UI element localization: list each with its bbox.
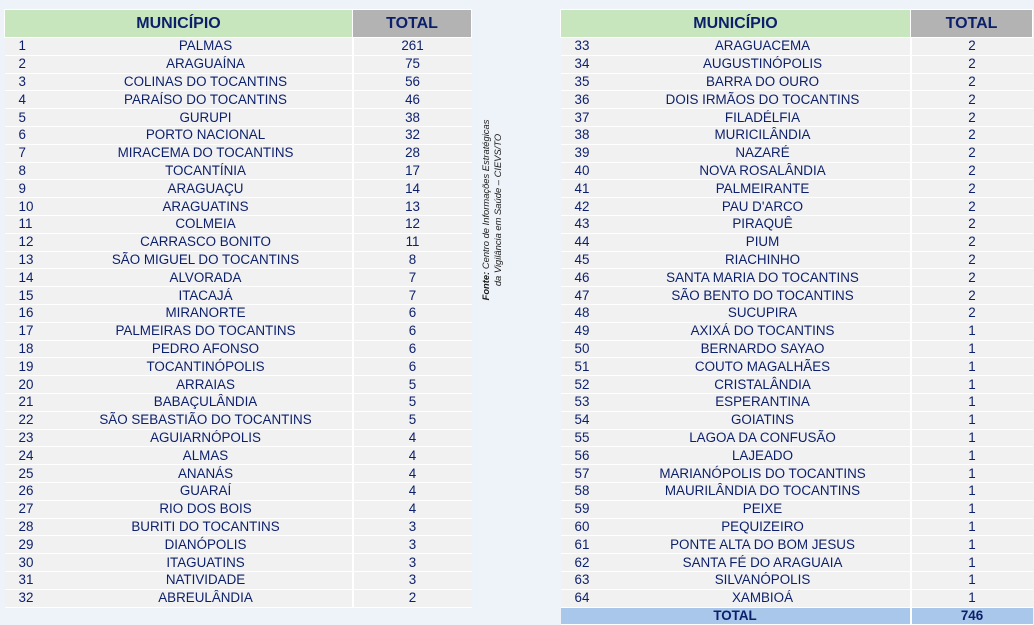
row-total: 2 — [911, 304, 1033, 322]
row-total: 1 — [911, 376, 1033, 394]
row-number: 27 — [5, 500, 60, 518]
row-number: 42 — [561, 198, 616, 216]
table-row — [561, 304, 1033, 322]
source-line1: Centro de Informações Estratégicas — [480, 119, 491, 270]
row-municipio: PALMAS — [60, 38, 353, 56]
row-municipio: SILVANÓPOLIS — [616, 571, 911, 589]
row-total: 2 — [911, 180, 1033, 198]
row-municipio: MIRACEMA DO TOCANTINS — [60, 144, 353, 162]
row-municipio: ARRAIAS — [60, 376, 353, 394]
row-total: 2 — [353, 589, 472, 607]
row-number: 34 — [561, 55, 616, 73]
row-number: 32 — [5, 589, 60, 607]
row-total: 12 — [353, 215, 472, 233]
row-number: 58 — [561, 482, 616, 500]
row-municipio: GUARAÍ — [60, 482, 353, 500]
row-number: 22 — [5, 411, 60, 429]
table-row — [5, 126, 472, 144]
row-total: 38 — [353, 109, 472, 127]
row-total: 7 — [353, 287, 472, 305]
row-municipio: ESPERANTINA — [616, 393, 911, 411]
row-municipio: NOVA ROSALÂNDIA — [616, 162, 911, 180]
grand-total-value: 746 — [911, 607, 1033, 624]
row-total: 2 — [911, 55, 1033, 73]
table-row — [561, 91, 1033, 109]
row-number: 14 — [5, 269, 60, 287]
row-number: 6 — [5, 126, 60, 144]
table-row — [561, 215, 1033, 233]
table-row — [561, 144, 1033, 162]
row-number: 5 — [5, 109, 60, 127]
row-total: 7 — [353, 269, 472, 287]
row-number: 9 — [5, 180, 60, 198]
table-row — [561, 536, 1033, 554]
table-row — [561, 518, 1033, 536]
row-number: 19 — [5, 358, 60, 376]
row-municipio: ARAGUAÍNA — [60, 55, 353, 73]
row-number: 10 — [5, 198, 60, 216]
row-municipio: TOCANTINÓPOLIS — [60, 358, 353, 376]
table-row — [5, 144, 472, 162]
row-municipio: SÃO SEBASTIÃO DO TOCANTINS — [60, 411, 353, 429]
row-number: 26 — [5, 482, 60, 500]
row-number: 62 — [561, 554, 616, 572]
row-number: 7 — [5, 144, 60, 162]
table-row — [5, 73, 472, 91]
row-number: 15 — [5, 287, 60, 305]
row-total: 8 — [353, 251, 472, 269]
table-header-row — [561, 10, 1033, 38]
row-total: 1 — [911, 429, 1033, 447]
table-row — [5, 251, 472, 269]
row-number: 16 — [5, 304, 60, 322]
row-total: 1 — [911, 589, 1033, 607]
row-total: 1 — [911, 322, 1033, 340]
grand-total-row — [561, 607, 1033, 624]
table-row — [5, 500, 472, 518]
row-municipio: AGUIARNÓPOLIS — [60, 429, 353, 447]
header-total: TOTAL — [911, 10, 1033, 38]
row-number: 41 — [561, 180, 616, 198]
header-total: TOTAL — [353, 10, 472, 38]
table-row — [5, 411, 472, 429]
row-municipio: ALVORADA — [60, 269, 353, 287]
table-row — [561, 411, 1033, 429]
row-number: 2 — [5, 55, 60, 73]
row-number: 52 — [561, 376, 616, 394]
row-total: 1 — [911, 447, 1033, 465]
table-row — [5, 340, 472, 358]
table-row — [5, 376, 472, 394]
row-total: 2 — [911, 198, 1033, 216]
table-row — [5, 287, 472, 305]
row-total: 6 — [353, 340, 472, 358]
row-total: 4 — [353, 429, 472, 447]
row-municipio: CRISTALÂNDIA — [616, 376, 911, 394]
row-number: 11 — [5, 215, 60, 233]
row-municipio: AXIXÁ DO TOCANTINS — [616, 322, 911, 340]
row-total: 13 — [353, 198, 472, 216]
table-row — [5, 536, 472, 554]
row-total: 2 — [911, 269, 1033, 287]
table-body-right — [561, 38, 1033, 608]
table-row — [561, 180, 1033, 198]
table-row — [561, 429, 1033, 447]
row-municipio: SÃO BENTO DO TOCANTINS — [616, 287, 911, 305]
row-municipio: DIANÓPOLIS — [60, 536, 353, 554]
table-row — [5, 518, 472, 536]
row-total: 2 — [911, 126, 1033, 144]
row-number: 13 — [5, 251, 60, 269]
table-row — [561, 465, 1033, 483]
row-municipio: AUGUSTINÓPOLIS — [616, 55, 911, 73]
row-municipio: PIRAQUÊ — [616, 215, 911, 233]
row-municipio: GOIATINS — [616, 411, 911, 429]
table-row — [5, 55, 472, 73]
row-number: 24 — [5, 447, 60, 465]
row-number: 56 — [561, 447, 616, 465]
row-total: 4 — [353, 447, 472, 465]
row-municipio: CARRASCO BONITO — [60, 233, 353, 251]
header-municipio: MUNICÍPIO — [5, 10, 353, 38]
row-municipio: PIUM — [616, 233, 911, 251]
table-row — [561, 322, 1033, 340]
row-municipio: XAMBIOÁ — [616, 589, 911, 607]
row-total: 1 — [911, 465, 1033, 483]
row-municipio: RIO DOS BOIS — [60, 500, 353, 518]
row-total: 5 — [353, 393, 472, 411]
row-number: 37 — [561, 109, 616, 127]
row-total: 4 — [353, 500, 472, 518]
row-total: 46 — [353, 91, 472, 109]
table-row — [561, 393, 1033, 411]
row-total: 11 — [353, 233, 472, 251]
row-municipio: NATIVIDADE — [60, 571, 353, 589]
table-row — [5, 322, 472, 340]
row-municipio: LAGOA DA CONFUSÃO — [616, 429, 911, 447]
row-number: 64 — [561, 589, 616, 607]
municipios-table-right — [560, 9, 1033, 625]
table-row — [5, 162, 472, 180]
table-row — [561, 233, 1033, 251]
row-number: 33 — [561, 38, 616, 56]
row-total: 14 — [353, 180, 472, 198]
row-number: 57 — [561, 465, 616, 483]
table-row — [5, 571, 472, 589]
row-number: 55 — [561, 429, 616, 447]
row-total: 2 — [911, 109, 1033, 127]
table-row — [561, 126, 1033, 144]
row-municipio: TOCANTÍNIA — [60, 162, 353, 180]
table-row — [5, 304, 472, 322]
row-municipio: MURICILÂNDIA — [616, 126, 911, 144]
row-municipio: ANANÁS — [60, 465, 353, 483]
table-row — [561, 340, 1033, 358]
row-municipio: ALMAS — [60, 447, 353, 465]
table-row — [5, 554, 472, 572]
table-row — [561, 376, 1033, 394]
row-number: 63 — [561, 571, 616, 589]
row-number: 28 — [5, 518, 60, 536]
row-number: 61 — [561, 536, 616, 554]
row-total: 1 — [911, 340, 1033, 358]
row-number: 30 — [5, 554, 60, 572]
source-note — [480, 100, 516, 320]
row-total: 17 — [353, 162, 472, 180]
row-total: 4 — [353, 465, 472, 483]
header-municipio: MUNICÍPIO — [561, 10, 911, 38]
table-row — [561, 162, 1033, 180]
row-total: 2 — [911, 233, 1033, 251]
row-municipio: LAJEADO — [616, 447, 911, 465]
row-municipio: SANTA FÉ DO ARAGUAIA — [616, 554, 911, 572]
row-total: 3 — [353, 554, 472, 572]
row-total: 1 — [911, 482, 1033, 500]
row-number: 40 — [561, 162, 616, 180]
row-total: 2 — [911, 91, 1033, 109]
table-row — [5, 465, 472, 483]
table-row — [5, 233, 472, 251]
source-label: Fonte: — [480, 271, 491, 301]
row-total: 1 — [911, 571, 1033, 589]
row-municipio: BERNARDO SAYAO — [616, 340, 911, 358]
row-total: 2 — [911, 251, 1033, 269]
table-row — [561, 109, 1033, 127]
row-municipio: MAURILÂNDIA DO TOCANTINS — [616, 482, 911, 500]
row-municipio: BARRA DO OURO — [616, 73, 911, 91]
row-total: 1 — [911, 411, 1033, 429]
row-municipio: ARAGUATINS — [60, 198, 353, 216]
row-number: 50 — [561, 340, 616, 358]
row-number: 21 — [5, 393, 60, 411]
row-number: 20 — [5, 376, 60, 394]
table-row — [5, 393, 472, 411]
row-number: 47 — [561, 287, 616, 305]
row-total: 3 — [353, 536, 472, 554]
row-total: 1 — [911, 518, 1033, 536]
row-municipio: PALMEIRANTE — [616, 180, 911, 198]
table-row — [5, 269, 472, 287]
row-total: 6 — [353, 304, 472, 322]
row-municipio: ITACAJÁ — [60, 287, 353, 305]
row-municipio: ABREULÂNDIA — [60, 589, 353, 607]
row-total: 2 — [911, 162, 1033, 180]
row-number: 31 — [5, 571, 60, 589]
row-municipio: FILADÉLFIA — [616, 109, 911, 127]
row-municipio: ARAGUAÇU — [60, 180, 353, 198]
row-total: 2 — [911, 38, 1033, 56]
table-row — [5, 589, 472, 607]
table-header-row — [5, 10, 472, 38]
row-total: 3 — [353, 518, 472, 536]
table-row — [5, 215, 472, 233]
row-municipio: RIACHINHO — [616, 251, 911, 269]
row-total: 2 — [911, 73, 1033, 91]
table-row — [5, 482, 472, 500]
row-number: 46 — [561, 269, 616, 287]
row-number: 38 — [561, 126, 616, 144]
row-number: 51 — [561, 358, 616, 376]
row-number: 53 — [561, 393, 616, 411]
table-row — [561, 198, 1033, 216]
row-municipio: BABAÇULÂNDIA — [60, 393, 353, 411]
table-row — [561, 589, 1033, 607]
row-municipio: PAU D'ARCO — [616, 198, 911, 216]
table-row — [561, 73, 1033, 91]
table-row — [561, 287, 1033, 305]
row-number: 54 — [561, 411, 616, 429]
row-municipio: PEDRO AFONSO — [60, 340, 353, 358]
table-row — [5, 91, 472, 109]
row-municipio: MIRANORTE — [60, 304, 353, 322]
row-number: 1 — [5, 38, 60, 56]
row-number: 60 — [561, 518, 616, 536]
row-number: 23 — [5, 429, 60, 447]
row-total: 1 — [911, 536, 1033, 554]
row-total: 4 — [353, 482, 472, 500]
row-total: 2 — [911, 144, 1033, 162]
row-total: 28 — [353, 144, 472, 162]
row-total: 75 — [353, 55, 472, 73]
table-row — [561, 500, 1033, 518]
row-number: 49 — [561, 322, 616, 340]
row-municipio: SANTA MARIA DO TOCANTINS — [616, 269, 911, 287]
row-total: 32 — [353, 126, 472, 144]
row-total: 1 — [911, 358, 1033, 376]
row-municipio: COLINAS DO TOCANTINS — [60, 73, 353, 91]
row-municipio: PEQUIZEIRO — [616, 518, 911, 536]
table-row — [561, 55, 1033, 73]
row-total: 2 — [911, 287, 1033, 305]
row-number: 48 — [561, 304, 616, 322]
table-row — [5, 180, 472, 198]
row-number: 4 — [5, 91, 60, 109]
row-total: 6 — [353, 358, 472, 376]
row-municipio: NAZARÉ — [616, 144, 911, 162]
source-line2: da Vigilância em Saúde – CIEVS/TO — [492, 133, 503, 287]
row-number: 17 — [5, 322, 60, 340]
row-total: 6 — [353, 322, 472, 340]
row-municipio: DOIS IRMÃOS DO TOCANTINS — [616, 91, 911, 109]
row-number: 12 — [5, 233, 60, 251]
row-total: 1 — [911, 554, 1033, 572]
table-row — [5, 109, 472, 127]
row-municipio: MARIANÓPOLIS DO TOCANTINS — [616, 465, 911, 483]
row-municipio: PONTE ALTA DO BOM JESUS — [616, 536, 911, 554]
row-number: 59 — [561, 500, 616, 518]
row-total: 2 — [911, 215, 1033, 233]
table-row — [561, 571, 1033, 589]
row-number: 25 — [5, 465, 60, 483]
row-number: 35 — [561, 73, 616, 91]
row-municipio: SUCUPIRA — [616, 304, 911, 322]
row-number: 18 — [5, 340, 60, 358]
table-row — [5, 38, 472, 56]
row-municipio: BURITI DO TOCANTINS — [60, 518, 353, 536]
row-total: 3 — [353, 571, 472, 589]
grand-total-label: TOTAL — [561, 607, 911, 624]
row-municipio: ARAGUACEMA — [616, 38, 911, 56]
municipios-table-left — [4, 9, 472, 608]
row-total: 5 — [353, 411, 472, 429]
table-row — [5, 429, 472, 447]
row-municipio: PALMEIRAS DO TOCANTINS — [60, 322, 353, 340]
row-total: 5 — [353, 376, 472, 394]
table-row — [561, 447, 1033, 465]
table-body-left — [5, 38, 472, 608]
row-number: 36 — [561, 91, 616, 109]
row-total: 56 — [353, 73, 472, 91]
row-municipio: PEIXE — [616, 500, 911, 518]
row-number: 29 — [5, 536, 60, 554]
table-row — [561, 358, 1033, 376]
table-row — [561, 269, 1033, 287]
table-row — [561, 482, 1033, 500]
row-total: 1 — [911, 500, 1033, 518]
table-row — [561, 38, 1033, 56]
row-municipio: GURUPI — [60, 109, 353, 127]
row-number: 8 — [5, 162, 60, 180]
row-number: 45 — [561, 251, 616, 269]
row-number: 3 — [5, 73, 60, 91]
row-municipio: COUTO MAGALHÃES — [616, 358, 911, 376]
table-row — [5, 447, 472, 465]
row-number: 43 — [561, 215, 616, 233]
table-row — [5, 358, 472, 376]
row-total: 1 — [911, 393, 1033, 411]
row-municipio: SÃO MIGUEL DO TOCANTINS — [60, 251, 353, 269]
table-row — [561, 251, 1033, 269]
row-number: 44 — [561, 233, 616, 251]
row-municipio: COLMEIA — [60, 215, 353, 233]
table-row — [5, 198, 472, 216]
row-number: 39 — [561, 144, 616, 162]
row-municipio: PARAÍSO DO TOCANTINS — [60, 91, 353, 109]
row-municipio: ITAGUATINS — [60, 554, 353, 572]
row-municipio: PORTO NACIONAL — [60, 126, 353, 144]
row-total: 261 — [353, 38, 472, 56]
table-row — [561, 554, 1033, 572]
